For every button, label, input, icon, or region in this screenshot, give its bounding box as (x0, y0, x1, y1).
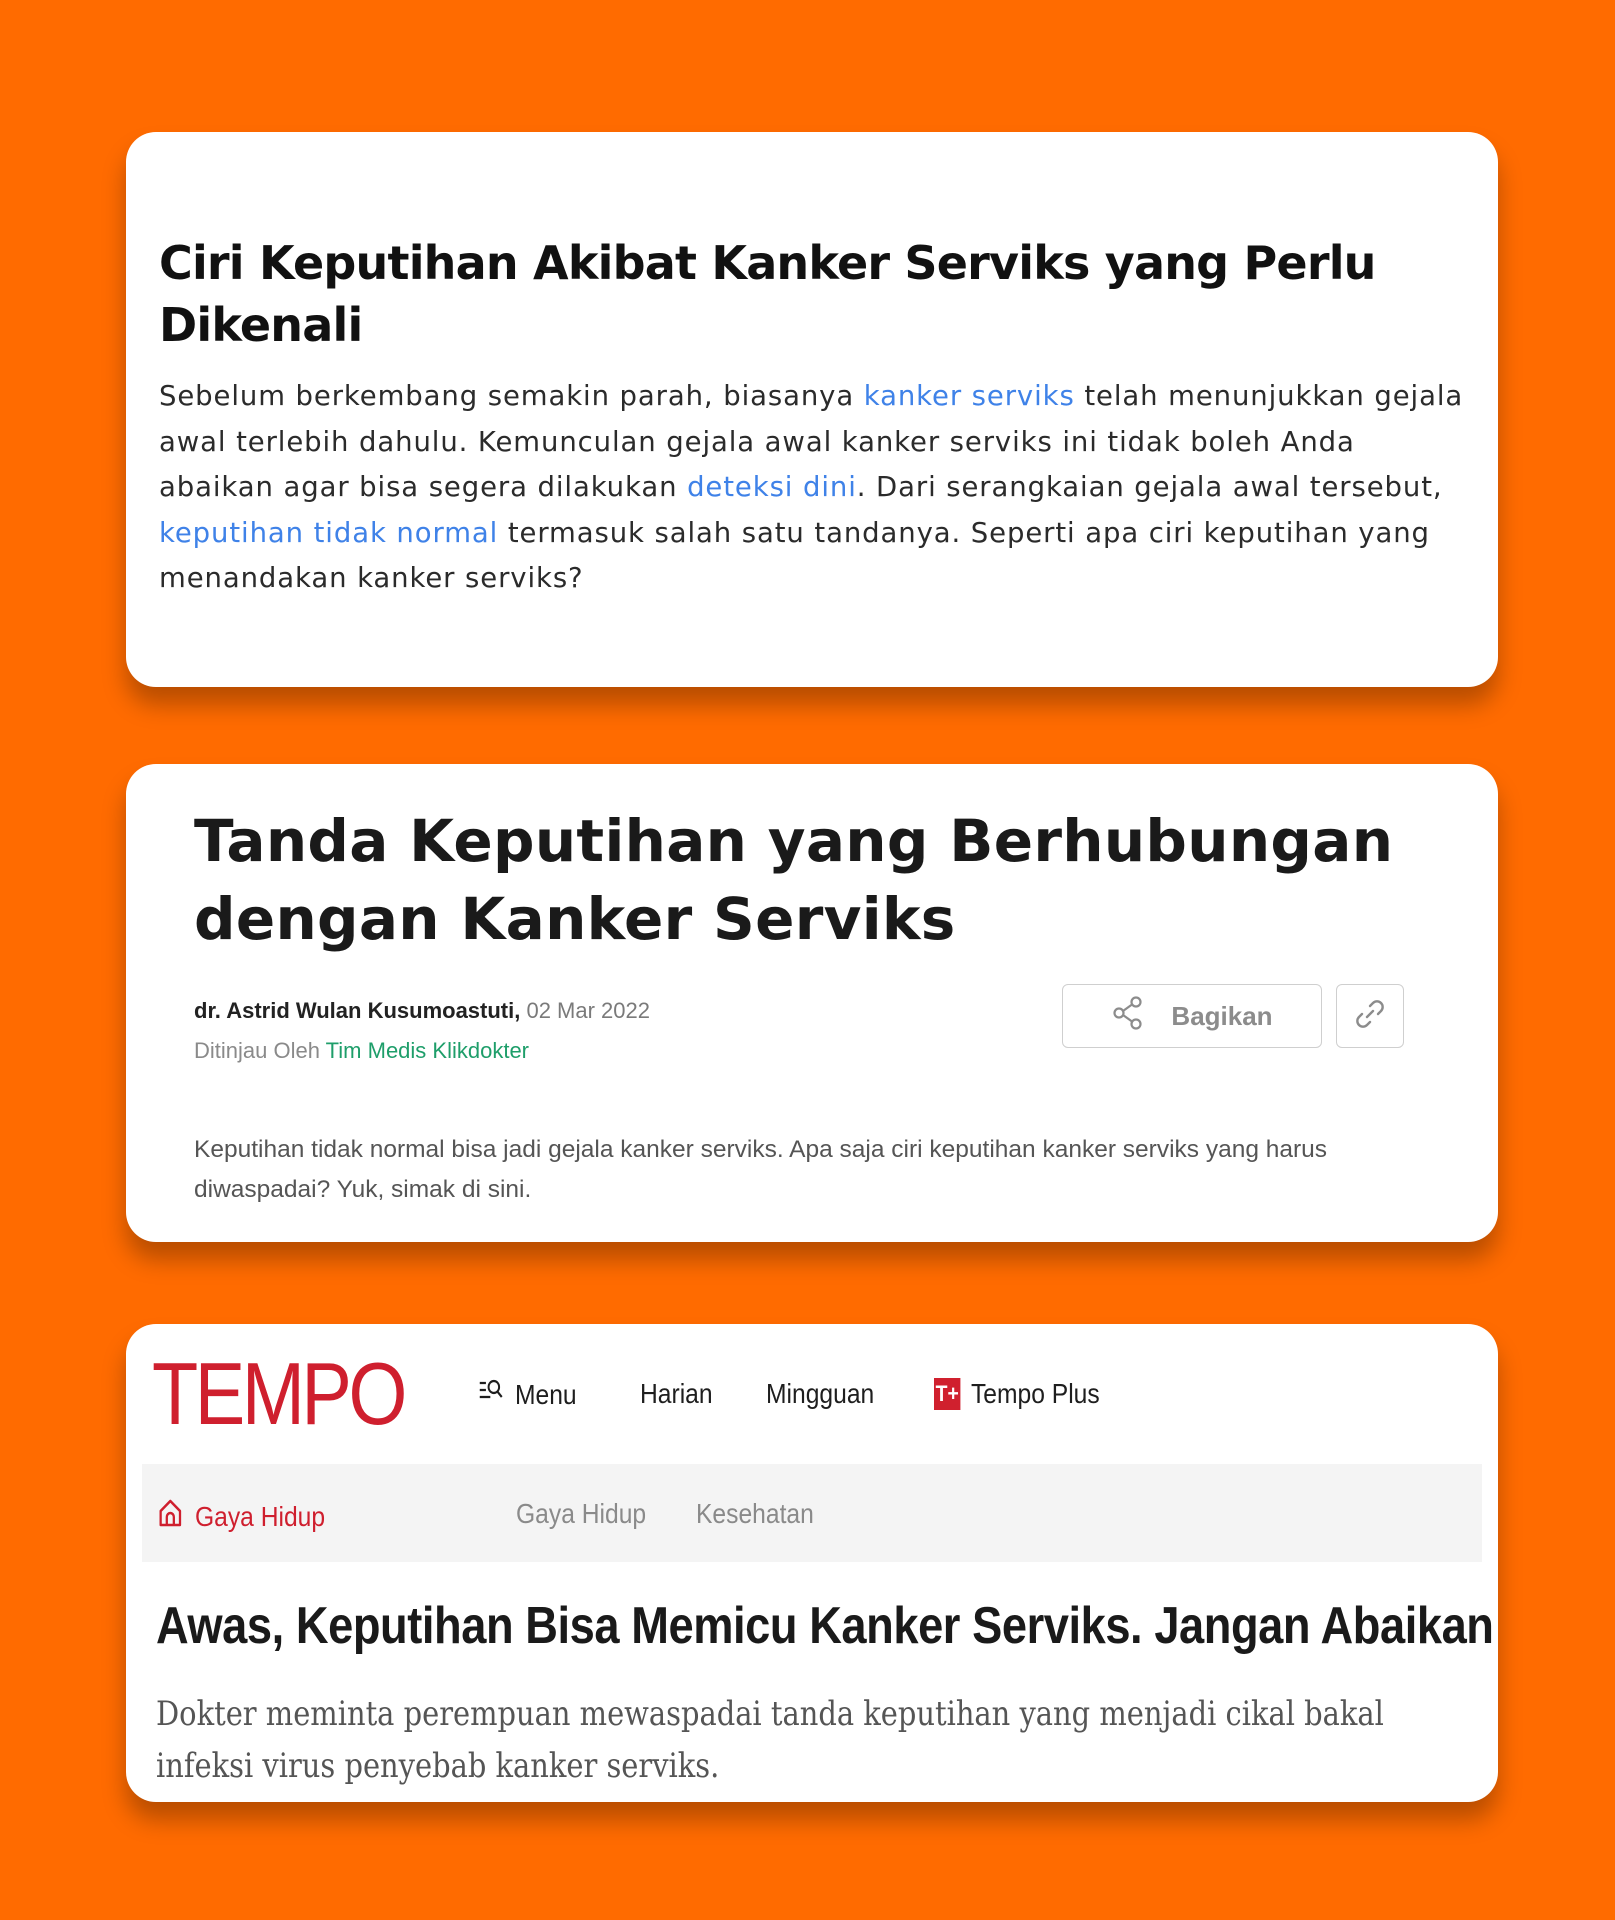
article-2-summary: Keputihan tidak normal bisa jadi gejala kanker serviks. Apa saja ciri keputihan kanker serviks yang harus diwaspadai? Yuk, simak di sini. (194, 1136, 1328, 1203)
breadcrumb-item-kesehatan[interactable]: Kesehatan (696, 1498, 814, 1529)
article-3-description: Dokter meminta perempuan mewaspadai tanda keputihan yang menjadi cikal bakal infeksi virus penyebab kanker serviks. (156, 1694, 1384, 1786)
article-1-paragraph (159, 374, 1464, 602)
copy-link-button[interactable] (1336, 984, 1404, 1048)
tempo-header (126, 1324, 1498, 1464)
share-icon (1111, 995, 1145, 1038)
home-icon (158, 1498, 183, 1535)
reviewed-prefix: Ditinjau Oleh (194, 1038, 326, 1063)
link-keputihan-tidak-normal[interactable]: keputihan tidak normal (159, 516, 499, 549)
article-1-title: Ciri Keputihan Akibat Kanker Serviks yang Perlu Dikenali (159, 236, 1376, 352)
article-3-title: Awas, Keputihan Bisa Memicu Kanker Serviks. Jangan Abaikan (156, 1597, 1494, 1655)
article-card-2 (126, 764, 1498, 1242)
publish-date: 02 Mar 2022 (520, 998, 650, 1023)
paragraph-text: Sebelum berkembang semakin parah, biasanya (159, 380, 864, 412)
link-kanker-serviks[interactable]: kanker serviks (863, 380, 1075, 412)
link-icon (1353, 997, 1387, 1036)
tempo-plus-icon: T+ (934, 1378, 960, 1410)
tempo-logo[interactable]: TEMPO (152, 1344, 404, 1443)
menu-search-icon (478, 1378, 504, 1411)
link-deteksi-dini[interactable]: deteksi dini (687, 471, 857, 503)
paragraph-text: telah menunjukkan gejala awal terlebih dahulu. Kemunculan gejala awal kanker serviks ini tidak boleh Anda abaikan agar bisa segera dilakukan (159, 380, 1464, 503)
nav-menu[interactable] (478, 1378, 577, 1411)
byline (194, 998, 1408, 1078)
paragraph-text: . Dari serangkaian gejala awal tersebut, (856, 471, 1443, 503)
share-button[interactable] (1062, 984, 1322, 1048)
article-card-1 (126, 132, 1498, 687)
breadcrumb-item-gaya-hidup-active: Gaya Hidup (194, 1500, 326, 1532)
author-name[interactable]: dr. Astrid Wulan Kusumoastuti, (194, 998, 521, 1023)
breadcrumb-home[interactable] (158, 1498, 325, 1535)
nav-mingguan[interactable]: Mingguan (766, 1378, 875, 1409)
nav-tempo-plus[interactable] (934, 1378, 1100, 1410)
reviewer-link[interactable]: Tim Medis Klikdokter (325, 1038, 530, 1063)
nav-harian[interactable]: Harian (640, 1378, 713, 1409)
article-card-3 (126, 1324, 1498, 1802)
article-2-title: Tanda Keputihan yang Berhubungan dengan Kanker Serviks (194, 807, 1394, 953)
breadcrumb-item-gaya-hidup[interactable]: Gaya Hidup (516, 1498, 647, 1529)
nav-menu-label: Menu (514, 1378, 577, 1410)
paragraph-text: termasuk salah satu tandanya. Seperti apa ciri keputihan yang menandakan kanker serviks? (159, 516, 1430, 594)
nav-tempo-plus-label: Tempo Plus (970, 1378, 1100, 1409)
breadcrumb (142, 1464, 1482, 1562)
share-label: Bagikan (1171, 1000, 1273, 1031)
